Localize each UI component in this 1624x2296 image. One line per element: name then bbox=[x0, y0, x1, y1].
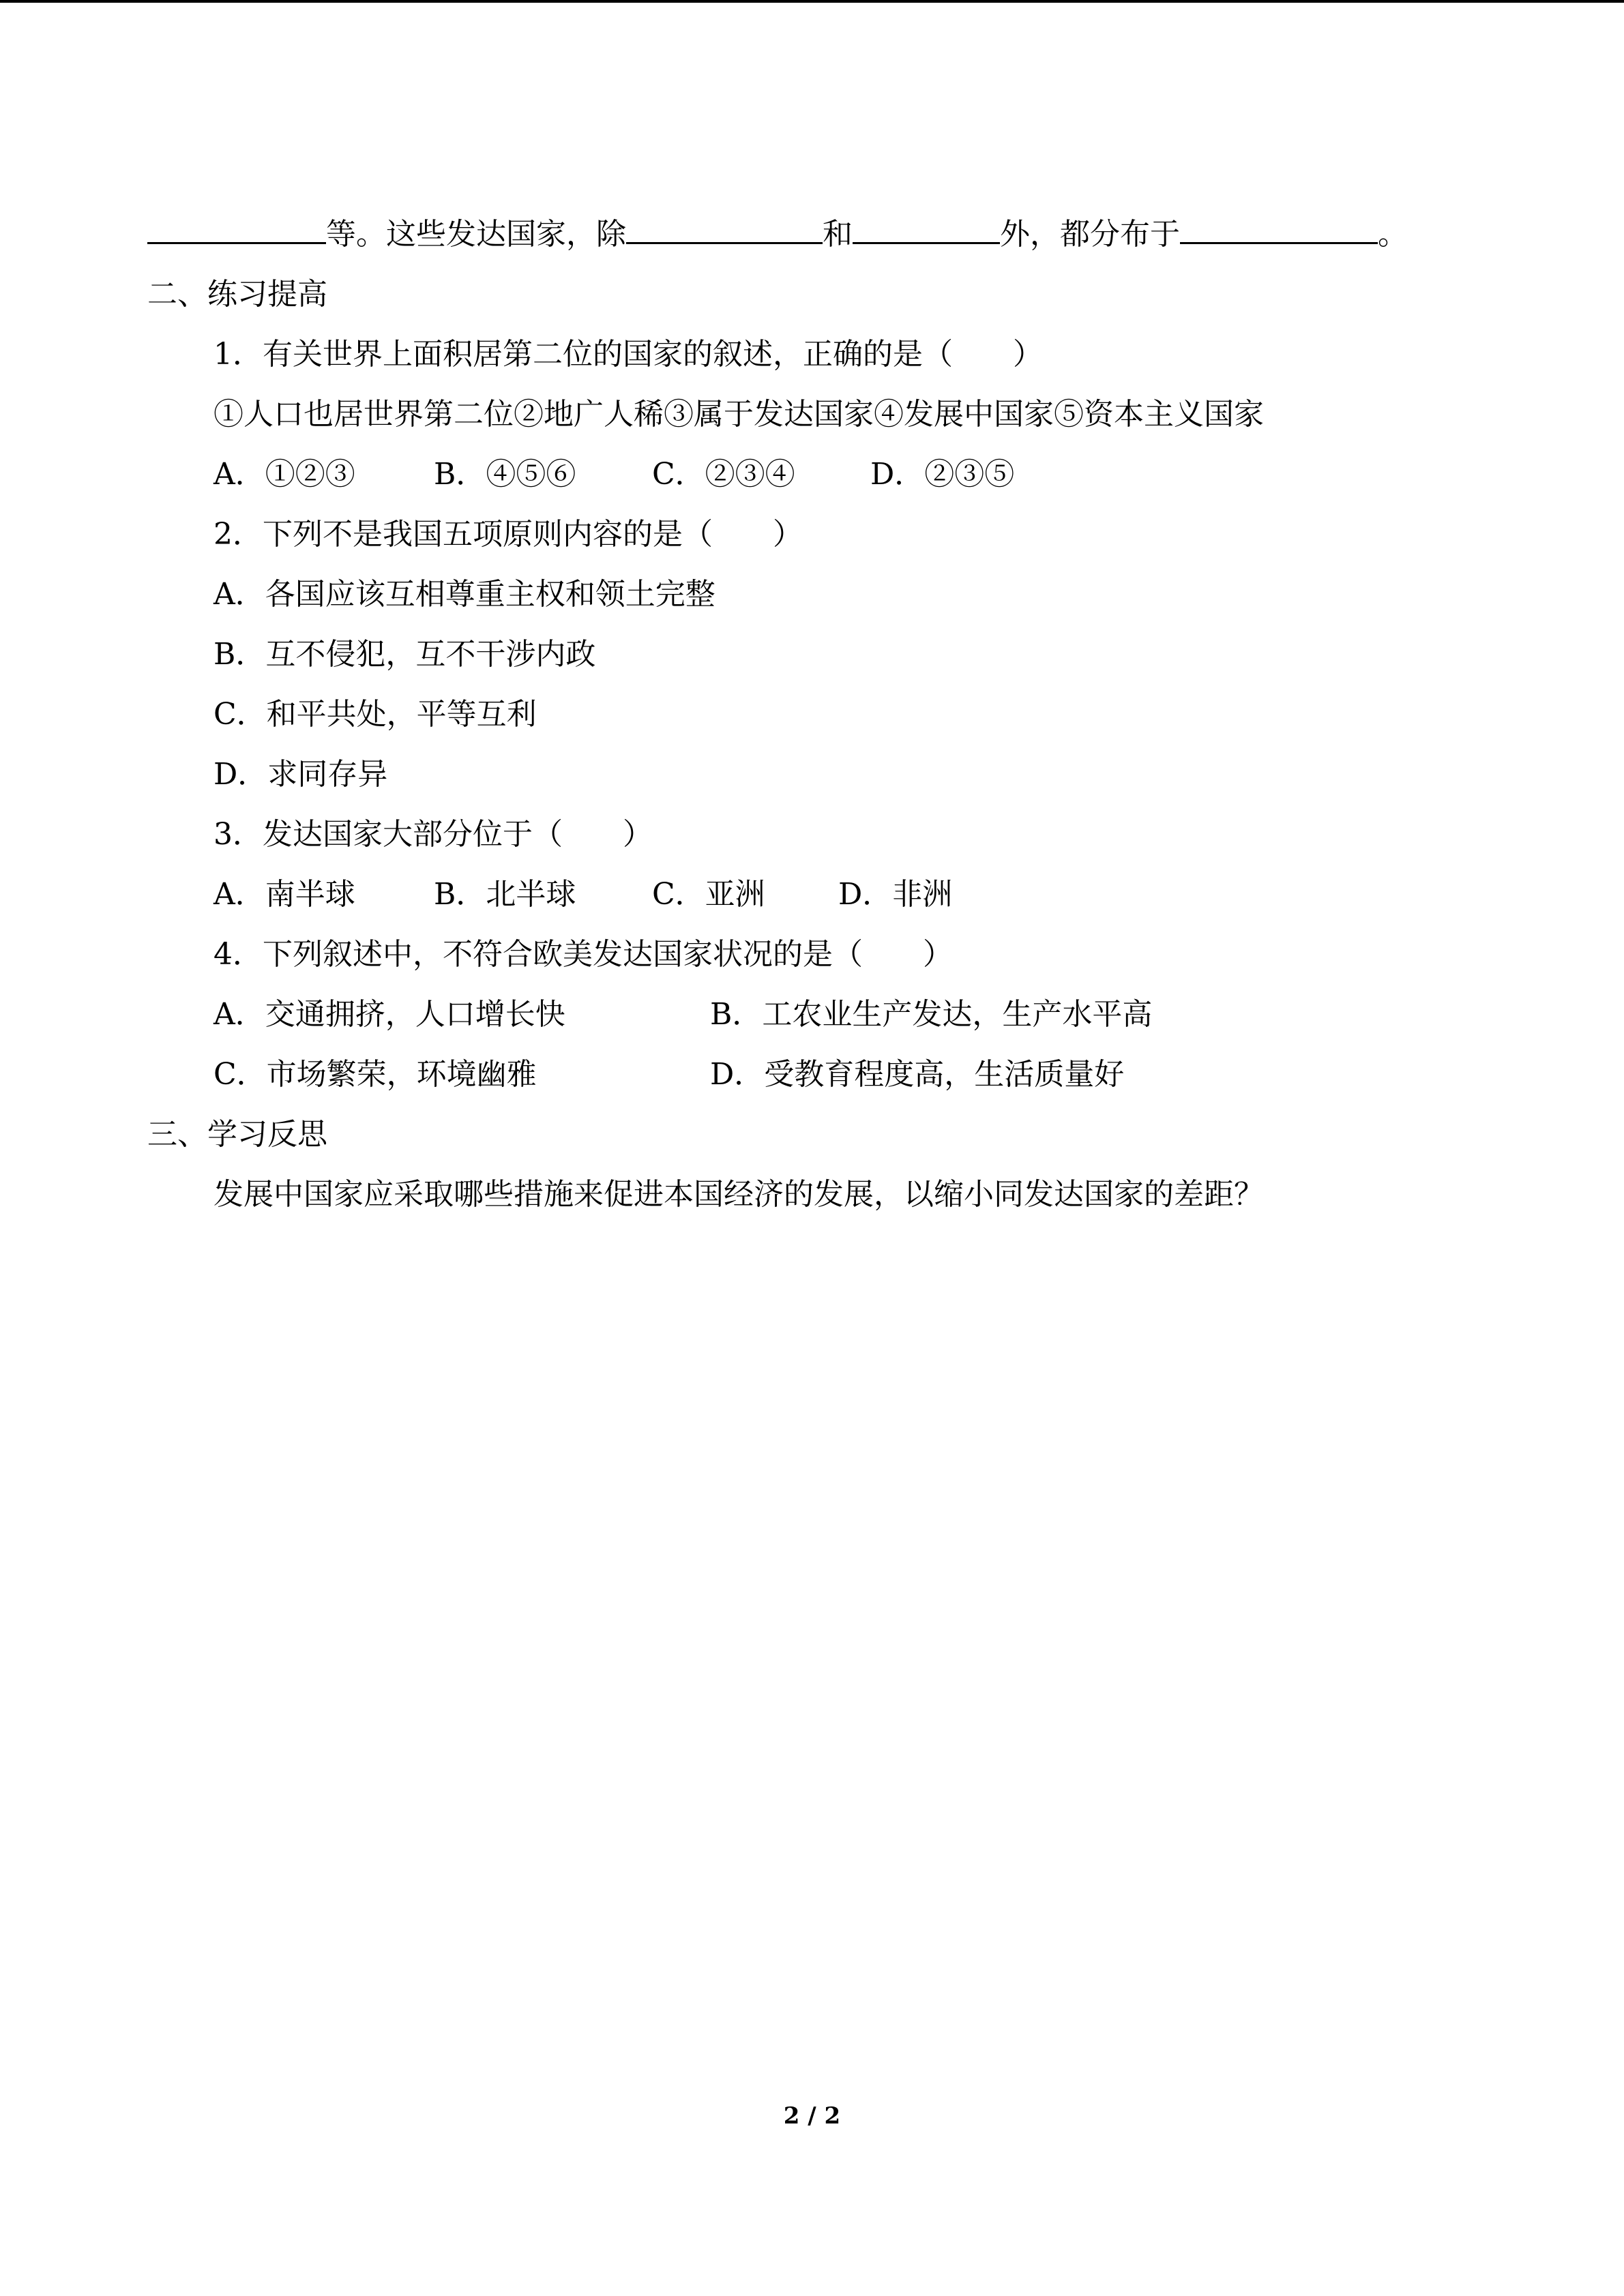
q1-option-c: C．②③④ bbox=[652, 457, 795, 492]
section-2-title: 二、练习提高 bbox=[147, 277, 327, 312]
q2-option-d: D．求同存异 bbox=[213, 757, 388, 792]
q4-option-a: A．交通拥挤，人口增长快 bbox=[213, 997, 565, 1032]
question-4-options-row-1 bbox=[147, 985, 1477, 1045]
q3-option-c: C．亚洲 bbox=[652, 877, 765, 912]
q3-option-b: B．北半球 bbox=[434, 877, 576, 912]
question-2-stem bbox=[147, 505, 1477, 565]
q1-stem-close: ） bbox=[1013, 337, 1043, 372]
q3-stem-close: ） bbox=[623, 817, 653, 852]
q4-stem-text: 4．下列叙述中，不符合欧美发达国家状况的是（ bbox=[213, 937, 863, 972]
q3-option-a: A．南半球 bbox=[213, 877, 355, 912]
page-number: 2 / 2 bbox=[783, 2102, 841, 2130]
q3-stem-text: 3．发达国家大部分位于（ bbox=[213, 817, 563, 852]
q4-option-d: D．受教育程度高，生活质量好 bbox=[710, 1057, 1125, 1092]
top-border bbox=[0, 0, 1624, 3]
q1-option-b: B．④⑤⑥ bbox=[434, 457, 576, 492]
question-1-options bbox=[147, 445, 1477, 505]
blank-4[interactable] bbox=[1180, 207, 1378, 244]
reflection-question: 发展中国家应采取哪些措施来促进本国经济的发展，以缩小同发达国家的差距？ bbox=[213, 1177, 1264, 1212]
q4-option-b: B．工农业生产发达，生产水平高 bbox=[710, 997, 1153, 1032]
document-body bbox=[147, 205, 1477, 1225]
question-4-options-row-2 bbox=[147, 1045, 1477, 1105]
q1-option-d: D．②③⑤ bbox=[870, 457, 1015, 492]
fill-in-text-2: 和 bbox=[823, 217, 853, 252]
q4-option-c: C．市场繁荣，环境幽雅 bbox=[213, 1057, 537, 1092]
q2-option-a: A．各国应该互相尊重主权和领土完整 bbox=[213, 577, 715, 612]
section-3-title: 三、学习反思 bbox=[147, 1117, 327, 1152]
q1-stem-text: 1．有关世界上面积居第二位的国家的叙述，正确的是（ bbox=[213, 337, 953, 372]
question-1-statement: ①人口也居世界第二位②地广人稀③属于发达国家④发展中国家⑤资本主义国家 bbox=[213, 397, 1264, 432]
question-3-options bbox=[147, 865, 1477, 925]
q4-stem-close: ） bbox=[923, 937, 953, 972]
fill-in-text-1: 等。这些发达国家，除 bbox=[326, 217, 626, 252]
fill-in-line bbox=[147, 205, 1477, 265]
question-4-stem bbox=[147, 925, 1477, 985]
q2-option-b: B．互不侵犯，互不干涉内政 bbox=[213, 637, 596, 672]
q2-option-c: C．和平共处，平等互利 bbox=[213, 697, 537, 732]
question-1-stem bbox=[147, 325, 1477, 385]
blank-1[interactable] bbox=[147, 207, 326, 244]
q2-stem-close: ） bbox=[773, 517, 803, 552]
question-3-stem bbox=[147, 805, 1477, 865]
q1-option-a: A．①②③ bbox=[213, 457, 355, 492]
fill-in-text-3: 外，都分布于 bbox=[1000, 217, 1180, 252]
blank-2[interactable] bbox=[626, 207, 823, 244]
q2-stem-text: 2．下列不是我国五项原则内容的是（ bbox=[213, 517, 713, 552]
q3-option-d: D．非洲 bbox=[838, 877, 953, 912]
fill-in-text-4: 。 bbox=[1378, 217, 1408, 252]
blank-3[interactable] bbox=[853, 207, 1000, 244]
